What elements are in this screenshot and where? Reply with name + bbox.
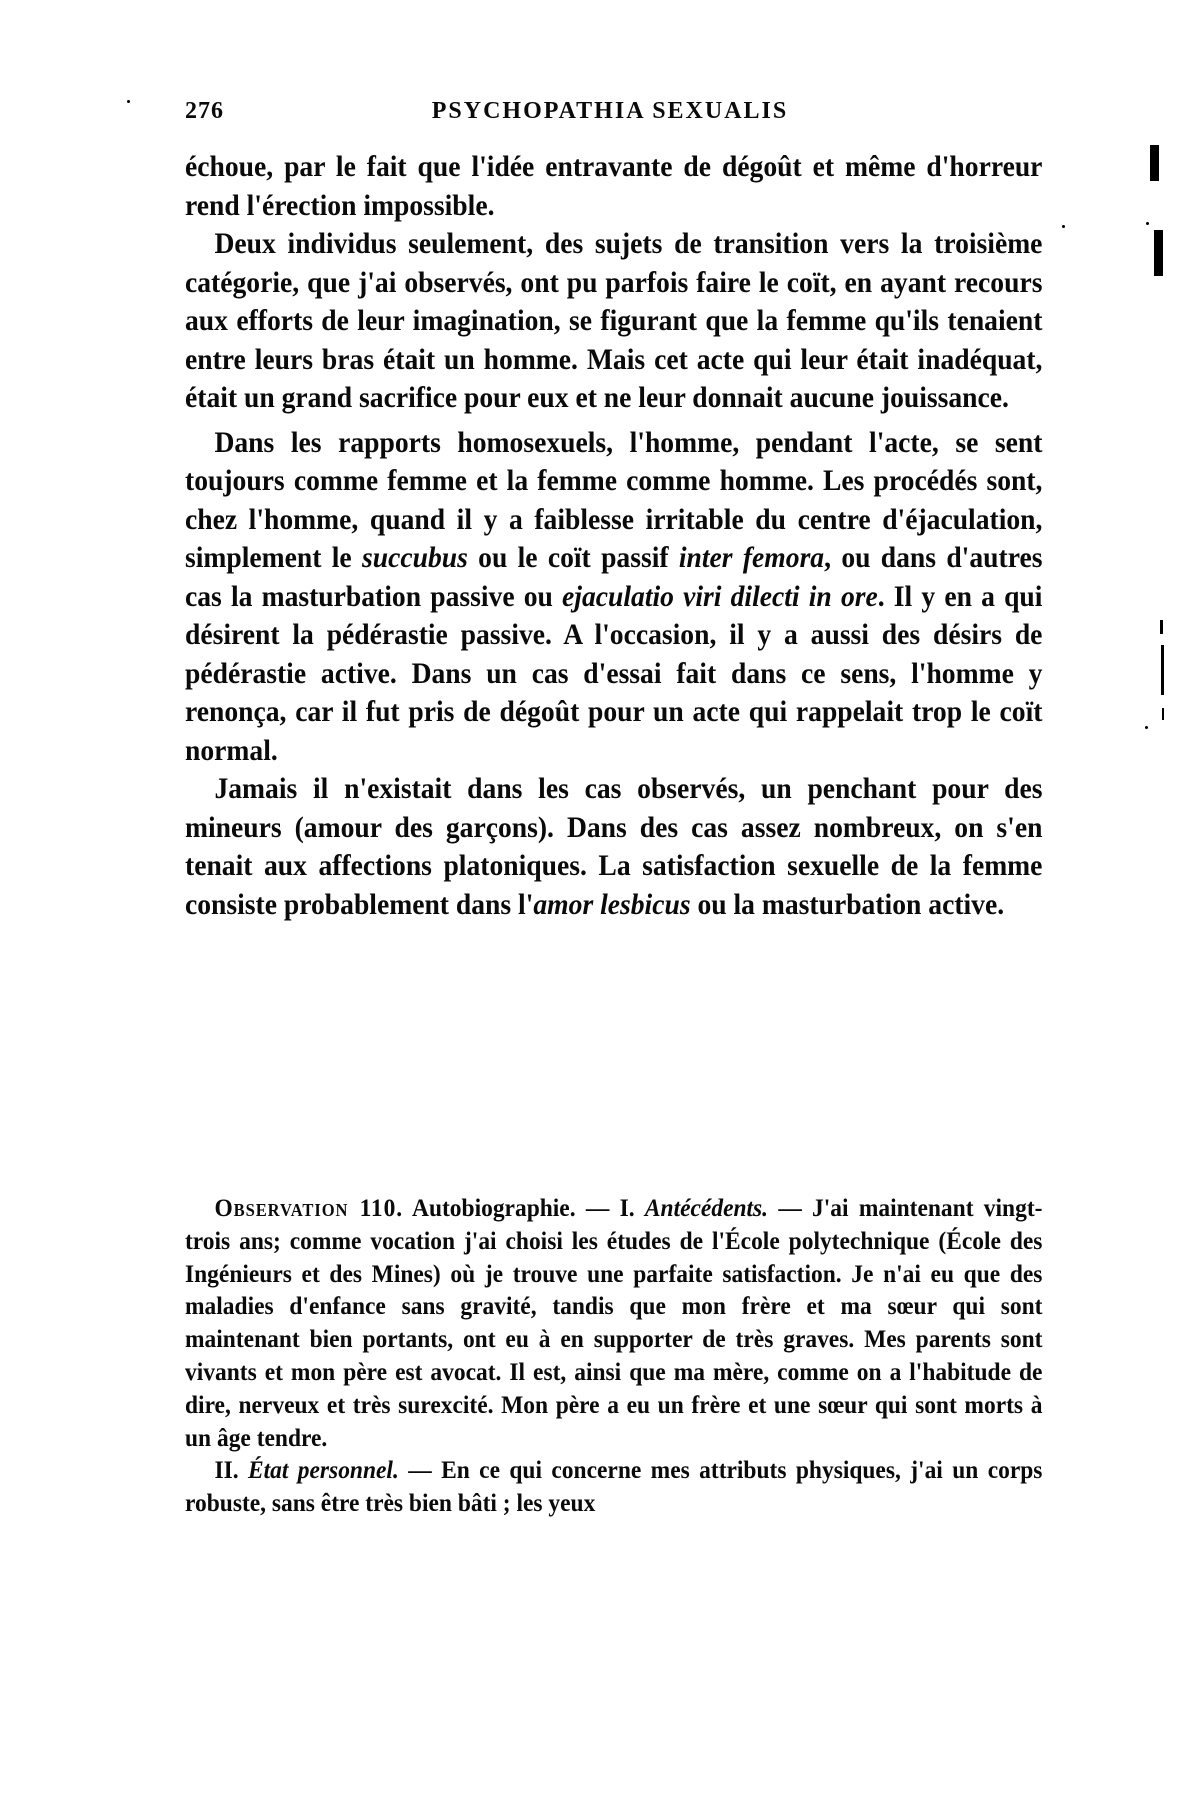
scan-artifact-mark <box>1160 620 1163 634</box>
scan-speck <box>1062 225 1065 228</box>
scan-speck <box>1145 726 1148 729</box>
text-run: ou la masturbation active. <box>690 887 1005 921</box>
text-run: . Il y en a qui désirent la pédérastie passive. A l'occasion, il y a aussi des désirs de pédérastie active. Dans un cas d'essai fait dans ce sens, l'homme y renonça, car il fut pris de dégoût pour un acte qui rappelait trop le coït normal. <box>185 579 1043 767</box>
text-run: , ou dans d'autres cas la masturbation passive ou <box>185 541 1043 613</box>
running-head <box>185 98 1043 132</box>
paragraph: Deux individus seulement, des sujets de transition vers la troisième catégorie, que j'ai observés, ont pu parfois faire le coït, en ayant recours aux efforts de leur imagination, se figurant que la femme qu'ils tenaient entre leurs bras était un homme. Mais cet acte qui leur était inadéquat, était un grand sacrifice pour eux et ne leur donnait aucune jouissance. <box>185 227 1043 414</box>
paragraph <box>185 424 1042 771</box>
scan-artifact-mark <box>1162 708 1164 720</box>
page-number: 276 <box>185 98 224 124</box>
observation-paragraph <box>185 1192 1042 1454</box>
scan-artifact-mark <box>1150 145 1159 181</box>
section-text: — En ce qui concerne mes attributs physiques, j'ai un corps robuste, sans être très bien bâti ; les yeux <box>185 1455 1043 1518</box>
scan-speck <box>127 100 130 103</box>
observation-subtitle: Autobiographie. — <box>411 1193 610 1222</box>
observation-paragraph <box>185 1454 1042 1520</box>
scan-artifact-mark <box>1154 230 1163 276</box>
section-text: — J'ai maintenant vingt-trois ans; comme vocation j'ai choisi les études de l'École polytechnique (École des Ingénieurs et des Mines) où je trouve une parfaite satisfaction. Je n'ai eu que des maladies d'enfance sans gravité, tandis que mon frère et ma sœur qui sont maintenant bien portants, ont eu à en supporter de très graves. Mes parents sont vivants et mon père est avocat. Il est, ainsi que ma mère, comme on a l'habitude de dire, nerveux et très surexcité. Mon père a eu un frère et une sœur qui sont morts à un âge tendre. <box>185 1193 1043 1452</box>
scan-speck <box>1146 222 1149 225</box>
main-text <box>185 148 1042 924</box>
section-number: I. <box>619 1193 635 1222</box>
latin-term: succubus <box>361 541 468 574</box>
observation-block <box>185 1192 1042 1520</box>
observation-label: Observation 110. <box>214 1193 404 1222</box>
section-number: II. <box>214 1455 239 1485</box>
book-title: PSYCHOPATHIA SEXUALIS <box>431 98 789 124</box>
paragraph-continuation: échoue, par le fait que l'idée entravante de dégoût et même d'horreur rend l'érection impossible. <box>185 150 1043 222</box>
scan-artifact-mark <box>1161 645 1164 695</box>
text-run: ou le coït passif <box>467 541 679 574</box>
paragraph <box>185 770 1042 924</box>
latin-term: amor lesbicus <box>533 887 691 921</box>
text-run: Jamais il n'existait dans les cas observés, un penchant pour des mineurs (amour des garçons). Dans des cas assez nombreux, on s'en tenait aux affections platoniques. La satisfaction sexuelle de la femme consiste probablement dans l' <box>185 772 1043 921</box>
text-run: Dans les rapports homosexuels, l'homme, pendant l'acte, se sent toujours comme femme et la femme comme homme. Les procédés sont, chez l'homme, quand il y a faiblesse irritable du centre d'éjaculation, simplement le <box>185 425 1043 574</box>
latin-term: ejaculatio viri dilecti in ore <box>562 579 878 613</box>
section-title: Antécédents. <box>644 1193 769 1222</box>
latin-term: inter femora <box>678 541 825 574</box>
section-title: État personnel. <box>247 1455 399 1485</box>
